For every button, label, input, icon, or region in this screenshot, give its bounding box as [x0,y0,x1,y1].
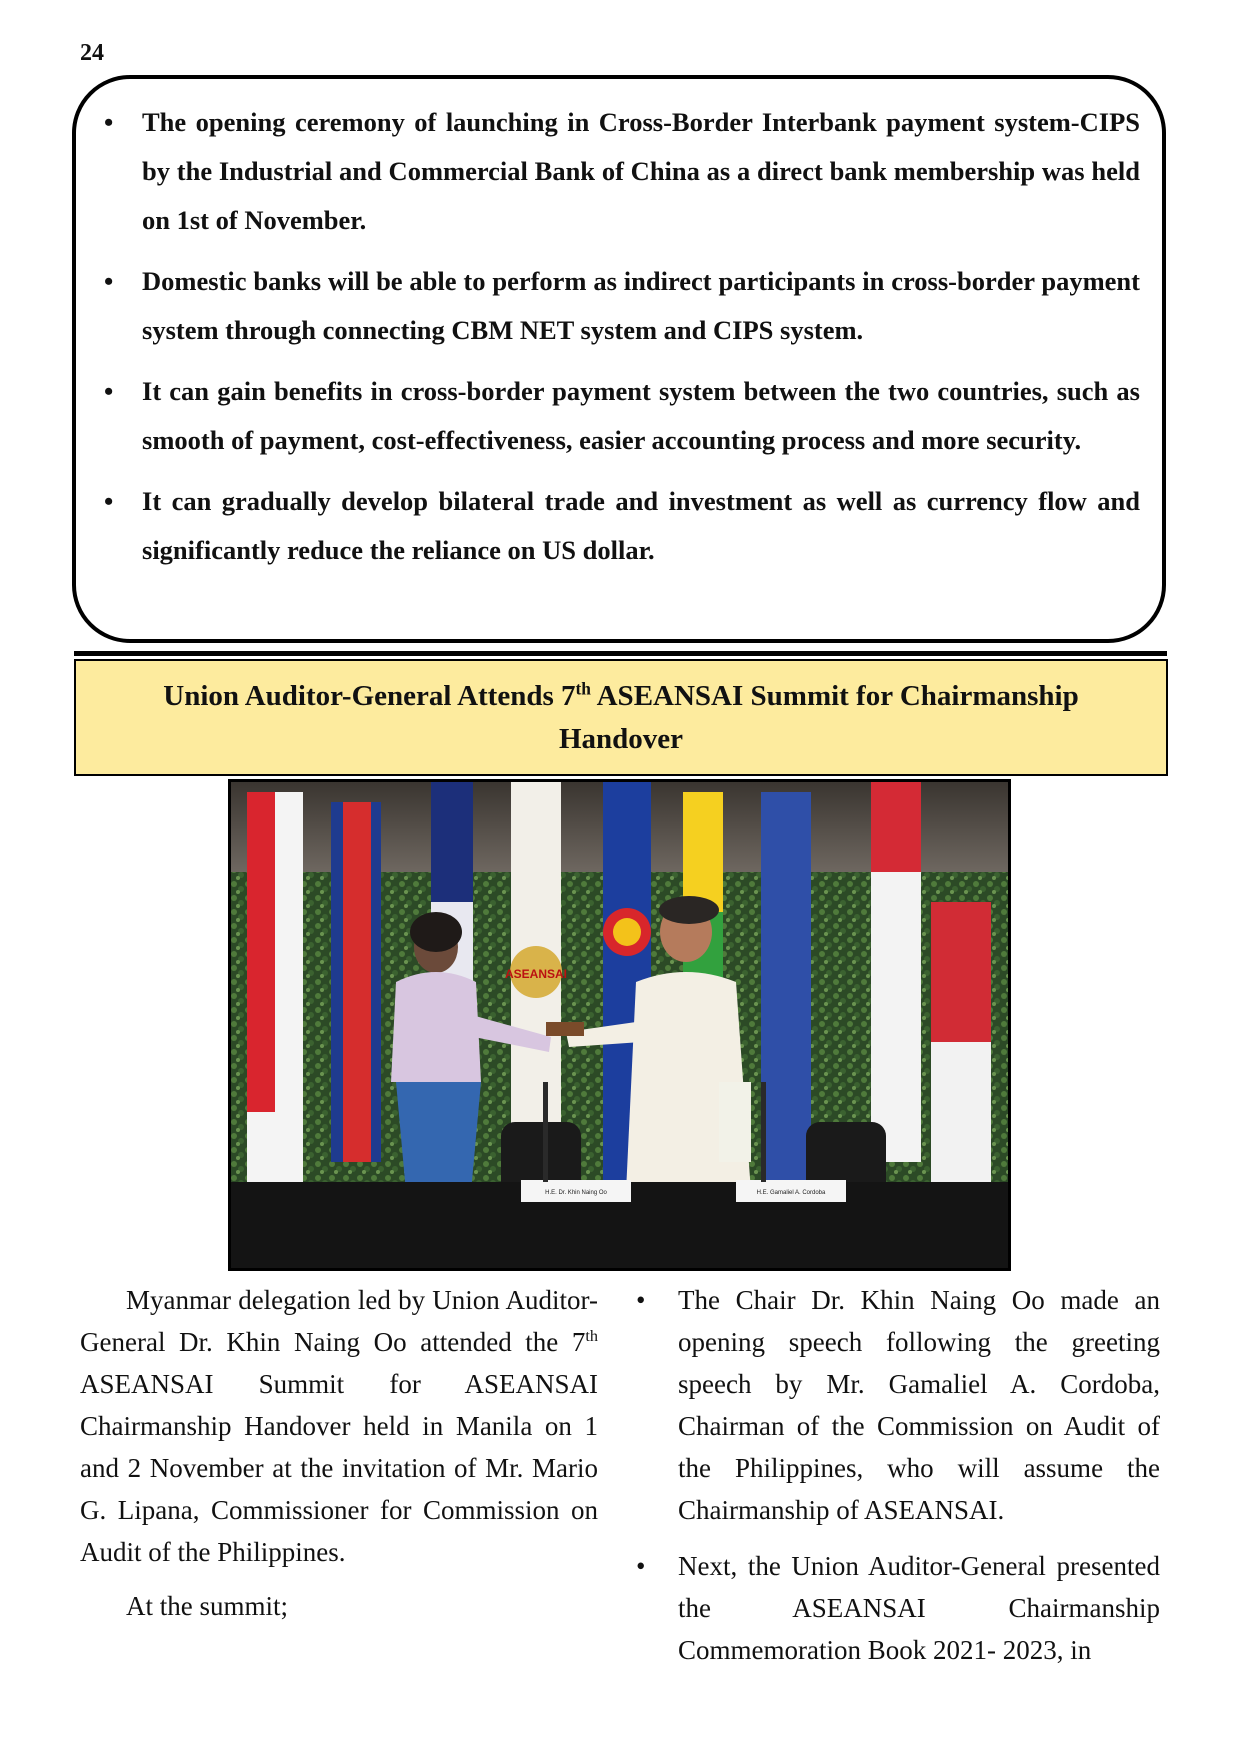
paragraph-text: ASEANSAI Summit for ASEANSAI Chairmanship Handover held in Manila on 1 and 2 November at the invitation of Mr. Mario G. Lipana, Commissioner for Commission on Audit of the Philippines. [80,1369,598,1567]
page-number: 24 [80,40,104,66]
section-title-box [74,659,1168,776]
bullet-icon: • [636,1285,646,1315]
list-item [98,367,1140,465]
list-item-text: Next, the Union Auditor-General presented the ASEANSAI Chairmanship Commemoration Book 2021- 2023, in [678,1551,1160,1665]
cips-bullet-list [98,98,1140,587]
list-item-text: The Chair Dr. Khin Naing Oo made an opening speech following the greeting speech by Mr. Gamaliel A. Cordoba, Chairman of the Commission on Audit of the Philippines, who will assume the Chairmanship of ASEANSAI. [678,1285,1160,1525]
bullet-icon: • [636,1551,646,1581]
section-title [163,675,1078,761]
section-title-part: ASEANSAI Summit for Chairmanship [590,679,1079,712]
intro-paragraph [80,1279,598,1573]
right-column [636,1279,1160,1685]
bullet-icon: • [104,266,114,296]
bullet-icon: • [104,107,114,137]
list-item [98,477,1140,575]
flag-label: ASEANSAI [504,967,568,981]
section-title-superscript: th [575,677,591,698]
list-item [636,1279,1160,1531]
handover-ceremony-image [231,782,1008,1268]
list-item-text: Domestic banks will be able to perform as indirect participants in cross-border payment system through connecting CBM NET system and CIPS system. [142,266,1140,345]
paragraph-text: Myanmar delegation led by Union Auditor-General Dr. Khin Naing Oo attended the 7 [80,1285,598,1357]
list-item-text: It can gradually develop bilateral trade and investment as well as currency flow and significantly reduce the reliance on US dollar. [142,486,1140,565]
section-divider [74,651,1167,656]
nameplate-right: H.E. Gamaliel A. Cordoba [756,1190,826,1196]
list-item [636,1545,1160,1671]
list-item-text: It can gain benefits in cross-border payment system between the two countries, such as smooth of payment, cost-effectiveness, easier accounting process and more security. [142,376,1140,455]
section-title-line2: Handover [558,722,684,755]
nameplate-left: H.E. Dr. Khin Naing Oo [545,1190,607,1196]
bullet-icon: • [104,486,114,516]
bullet-icon: • [104,376,114,406]
summit-lead-paragraph: At the summit; [126,1591,288,1621]
list-item [98,257,1140,355]
section-title-part: Union Auditor-General Attends 7 [163,679,576,712]
paragraph-superscript: th [585,1327,598,1345]
summit-photo [228,779,1011,1271]
left-column [80,1279,598,1627]
list-item [98,98,1140,245]
list-item-text: The opening ceremony of launching in Cross-Border Interbank payment system-CIPS by the Industrial and Commercial Bank of China as a direct bank membership was held on 1st of November. [142,107,1140,235]
